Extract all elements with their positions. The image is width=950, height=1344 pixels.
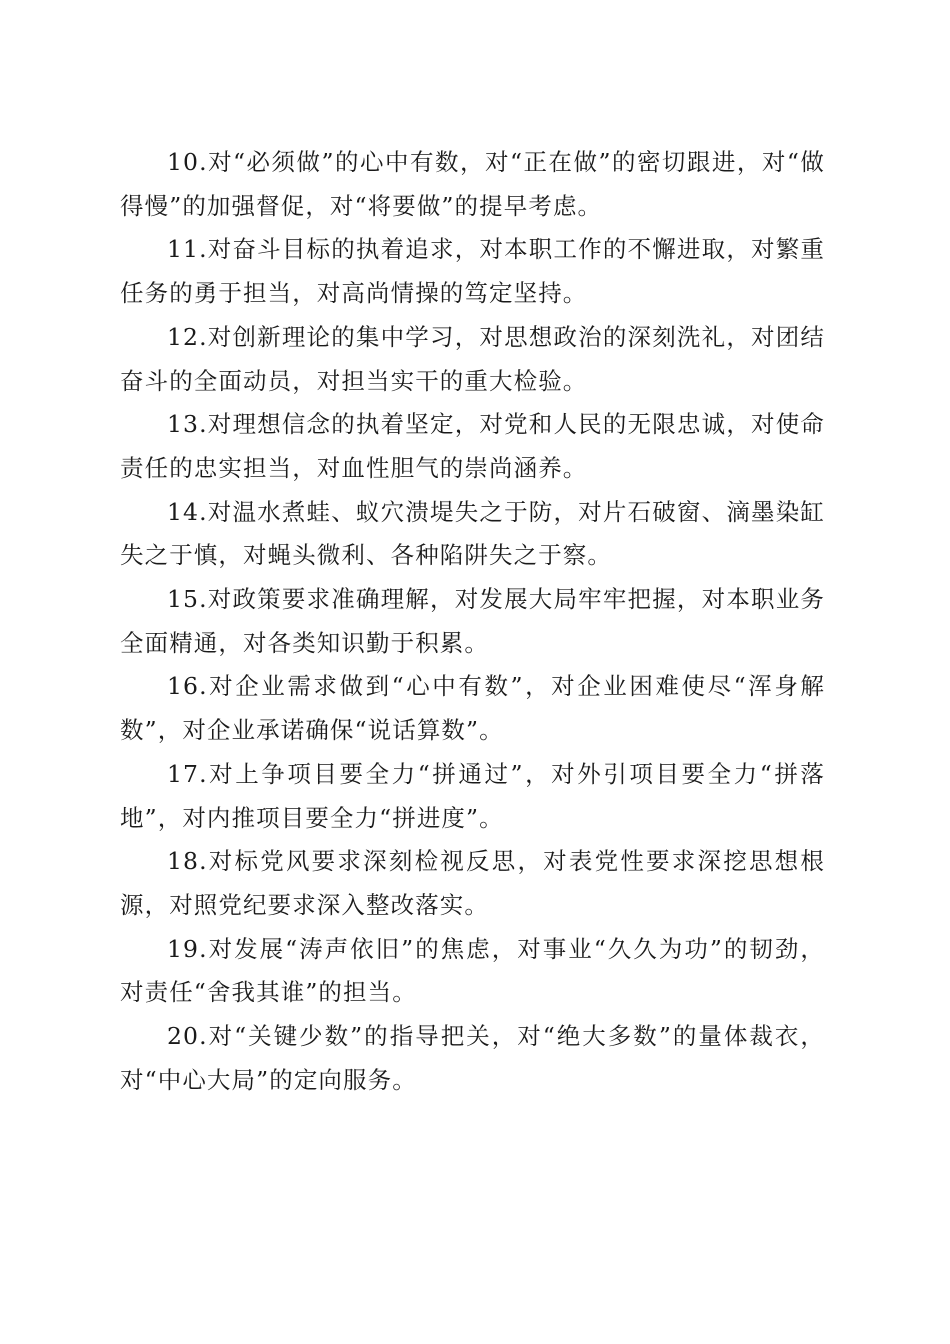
paragraph-18: 18.对标党风要求深刻检视反思，对表党性要求深挖思想根源，对照党纪要求深入整改落实。 (120, 847, 825, 919)
paragraph-19: 19.对发展“涛声依旧”的焦虑，对事业“久久为功”的韧劲，对责任“舍我其谁”的担当。 (120, 934, 825, 1007)
paragraph-16: 16.对企业需求做到“心中有数”，对企业困难使尽“浑身解数”，对企业承诺确保“说话算数”。 (120, 672, 825, 745)
paragraph-11: 11.对奋斗目标的执着追求，对本职工作的不懈进取，对繁重任务的勇于担当，对高尚情操的笃定坚持。 (120, 235, 825, 308)
paragraph-17: 17.对上争项目要全力“拼通过”，对外引项目要全力“拼落地”，对内推项目要全力“拼进度”。 (120, 759, 825, 832)
paragraph-10: 10.对“必须做”的心中有数，对“正在做”的密切跟进，对“做得慢”的加强督促，对“将要做”的提早考虑。 (120, 148, 825, 220)
paragraph-20: 20.对“关键少数”的指导把关，对“绝大多数”的量体裁衣，对“中心大局”的定向服务。 (120, 1022, 825, 1094)
paragraph-14: 14.对温水煮蛙、蚁穴溃堤失之于防，对片石破窗、滴墨染缸失之于慎，对蝇头微利、各种陷阱失之于察。 (120, 497, 825, 570)
document-body (120, 141, 825, 1102)
paragraph-13: 13.对理想信念的执着坚定，对党和人民的无限忠诚，对使命责任的忠实担当，对血性胆气的崇尚涵养。 (120, 410, 825, 482)
paragraph-15: 15.对政策要求准确理解，对发展大局牢牢把握，对本职业务全面精通，对各类知识勤于积累。 (120, 585, 825, 657)
paragraph-12: 12.对创新理论的集中学习，对思想政治的深刻洗礼，对团结奋斗的全面动员，对担当实干的重大检验。 (120, 322, 825, 395)
